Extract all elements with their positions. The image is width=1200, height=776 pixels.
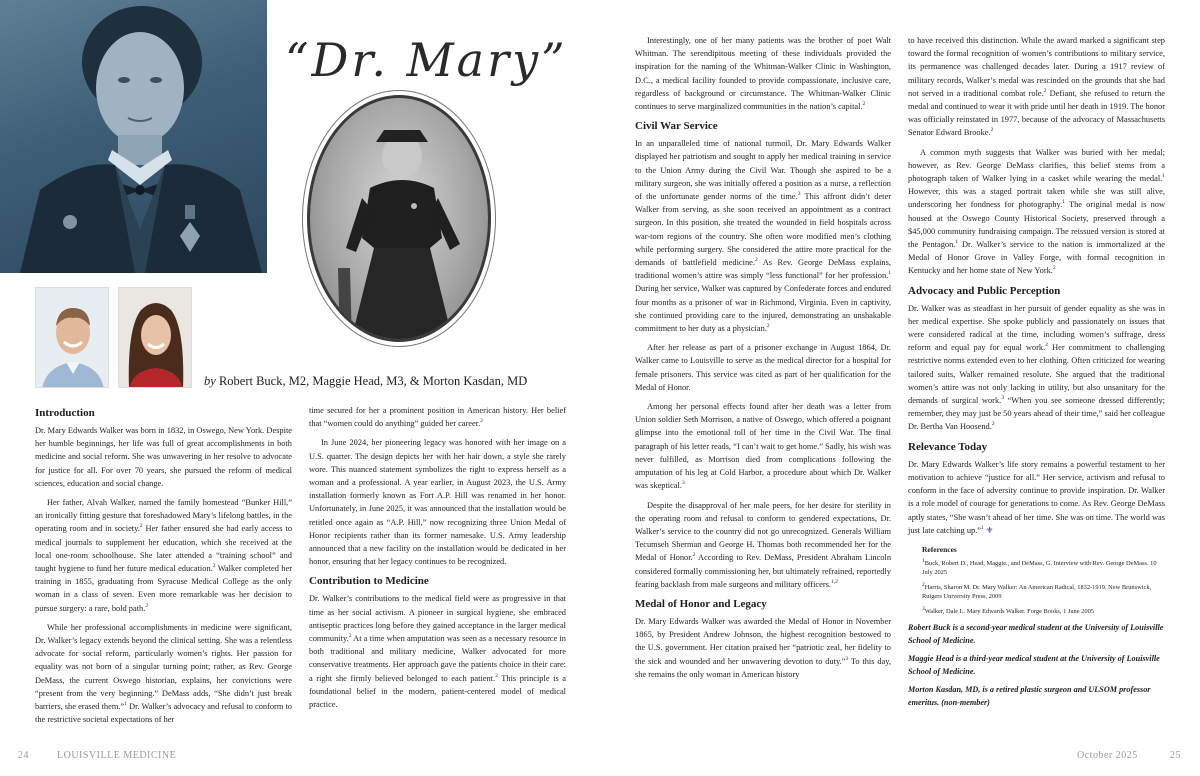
references-heading: References [922,544,957,554]
col2-paragraph-2: In June 2024, her pioneering legacy was honored with her image on a U.S. quarter. The design depicts her with her hair down, a style she rarely wore. This nuanced statement symbolizes the right to express herself as a woman and a professional. A year earlier, in August 2023, the U.S. Army installation formerly known as Fort A.P. Hill was renamed in her honor. Unfortunately, in June 2025, it was announced that the installation would be retitled once again as “A.P. Hill,” now recognizing three Union Medal of Honor recipients rather than its former namesake. U.S. Army leadership announced that a new facility on the installation would be dedicated in her honor, ensuring that her legacy continues to be recognized. [309,438,566,567]
relevance-paragraph: Dr. Mary Edwards Walker’s life story remains a powerful testament to her motivation to achieve “justice for all.” Her service, activism and refusal to conform in the face of adversity continue to provide inspiration. Dr. Walker is a role model of courage for generations to come. As Rev. George DeMass aptly states, “She wasn’t ahead of her time. She was on time. The world was just late catching up.”$^1$ ⚜ [908,459,1165,535]
intro-paragraph-2: Her father, Alvah Walker, named the family homestead “Bunker Hill,” an ironically fitting gesture that foreshadowed Mary’s lifelong battles, in the operating room and in society.$^2$ Her father ensured she had early access to medical journals to supplement her education, which she received at the local one-room schoolhouse. She later attended a “training school” and taught hygiene to fund her future medical education.$^2$ Walker completed her training in 1855, graduating from Syracuse Medical College as the only woman in a class of seven. Even more remarkable was her decision to pursue surgery: a rare, bold path.$^2$ [35,498,293,613]
footer-issue-date: October 2025 [1077,750,1138,761]
heading-relevance-today: Relevance Today [908,440,988,453]
reference-3: $^3$Walker, Dale L. Mary Edwards Walker. Forge Books, 1 June 2005 [922,605,1094,616]
reference-1: $^1$Buck, Robert D., Head, Maggie., and DeMass, G. Interview with Rev. George DeMass. 10 July 2025 [922,557,1157,577]
author-headshot-robert-buck [35,287,109,388]
civil-war-paragraph-2: After her release as part of a prisoner exchange in August 1864, Dr. Walker came to Louisville to serve as the medical director for a hospital for female prisoners. This service was cited as part of her qualification for the Medal of Honor. [635,343,891,392]
portrait-illustration [0,0,267,273]
civil-war-paragraph-3: Among her personal effects found after her death was a letter from Union soldier Seth Morrison, a native of Oswego, which offered a poignant glimpse into the emotional toll of her time in the Civil War. The final paragraph of his letter reads, “I can’t wait to get home.” Sadly, his wish was never fulfilled, as Morrison died from complications following the amputation of his leg at Cold Harbor, a procedure about which Dr. Walker was skeptical.$^3$ [635,402,891,491]
column-4 [908,34,1165,715]
author-bio-morton-kasdan: Morton Kasdan, MD, is a retired plastic surgeon and ULSOM professor emeritus. (non-member) [908,685,1151,707]
col4-paragraph-2: A common myth suggests that Walker was buried with her medal; however, as Rev. George DeMass clarifies, this belief stems from a photograph taken of Walker lying in a casket while wearing the medal.$^1$ However, this was a staged portrait taken while she was still alive, underscoring her fondness for photography.$^1$ The original medal is now housed at the Oswego County Historical Society, preserved through a $45,000 community fundraising campaign. The reissued version is stored at the Pentagon.$^1$ Dr. Walker’s service to the nation is immortalized at the Medal of Honor Grove in Valley Forge, with formal recognition in Kentucky and her home state of New York.$^2$ [908,147,1166,276]
reference-2: $^2$Harris, Sharon M. Dr. Mary Walker: An American Radical, 1832-1919. New Brunswick, Rutgers University Press, 2009 [922,581,1152,601]
column-2 [309,404,566,717]
col2-paragraph-1: time secured for her a prominent position in American history. Her belief that “women could do anything” guided her career.$^2$ [309,406,566,429]
footer-left-page-number: 24 [18,750,29,761]
heading-advocacy: Advocacy and Public Perception [908,284,1061,297]
fleur-de-lis-icon: ⚜ [985,525,994,535]
column-1 [35,404,292,732]
heading-introduction: Introduction [35,407,95,419]
column-3 [635,34,891,687]
intro-paragraph-1: Dr. Mary Edwards Walker was born in 1832, in Oswego, New York. Despite her humble beginnings, her life was full of great accomplishments in both medicine and social reform. She was unwavering in her resolve to advocate for justice for all. For over 70 years, she pursued the reform of medical sciences, education and social change. [35,426,292,488]
civil-war-paragraph-4: Despite the disapproval of her male peers, for her desire for sterility in the operating room and refusal to conform to gendered expectations, Dr. Walker’s service to the country did not go unrecognized. Generals William Tecumseh Sherman and George H. Thomas both recommended her for the Medal of Honor.$^2$ According to Rev. DeMass, President Abraham Lincoln considered formally commissioning her, but ultimately refrained, reportedly fearing backlash from male surgeons and military officers.$^{1,2}$ [635,500,892,589]
byline [204,373,527,389]
portrait-photo-dr-mary-walker [0,0,267,273]
oval-photo-civil-war-portrait [307,95,491,342]
advocacy-paragraph: Dr. Walker was as steadfast in her pursuit of gender equality as she was in her medical expertise. She spoke publicly and passionately on issues that were considered radical at the time, including women’s suffrage, dress reform and equal pay for equal work.$^2$ Her commitment to challenging restrictive norms extended even to her clothing. Often criticized for wearing tailored suits, Walker remained resolute. She argued that the traditional women’s attire was not only lacking in utility, but also unsanitary for the demands of surgical work.$^3$ “When you see someone dressed differently; remember, they may just be 50 years ahead of their time,” said her colleague Dr. Bertha Van Hoosend.$^2$ [908,303,1165,432]
medal-paragraph: Dr. Mary Edwards Walker was awarded the Medal of Honor in November 1865, by President Andrew Johnson, the highest recognition bestowed to the U.S. government. Her citation praised her “patriotic zeal, her fidelity to the sick and wounded and her unwavering devotion to duty.”$^3$ To this day, she remains the only woman in American history [635,616,891,679]
article-title: “Dr. Mary” [285,33,568,87]
author-headshot-maggie-head [118,287,192,388]
heading-civil-war: Civil War Service [635,120,718,133]
footer-publication: LOUISVILLE MEDICINE [57,750,177,761]
col4-paragraph-1: to have received this distinction. While the award marked a significant step toward the formal recognition of women’s contributions to military service, its permanence was challenged decades later. During a 1917 review of military records, Walker’s medal was rescinded on the grounds that she had not served in a traditional combat role.$^2$ Defiant, she refused to return the medal and continued to wear it with pride until her death in 1919. The honor was officially reinstated in 1977, because of the advocacy of Massachusetts Senator Edward Brooke.$^2$ [908,36,1165,138]
civil-war-paragraph-1: In an unparalleled time of national turmoil, Dr. Mary Edwards Walker displayed her patriotism and sought to apply her medical training in service to the Union Army during the Civil War. Though she aspired to be a military surgeon, she was initially offered a position as a nurse, a reflection of the unfortunate gender norms of the time.$^3$ This affront didn’t deter Walker from serving, as she soon received an appointment as a contract surgeon. In this position, she treated the wounded in field hospitals across war-torn regions of the country. She often wore modified men’s clothing while performing surgery. She considered the attire more practical for the demands of battlefield medicine.$^2$ As Rev. George DeMass explains, traditional women’s attire was simply “less functional” for her profession.$^1$ During her service, Walker was captured by Confederate forces and endured four months as a prisoner of war in Richmond, Virginia. Even in captivity, she continued providing care to the injured, demonstrating an unshakable commitment to her duty as a physician.$^2$ [635,139,891,334]
intro-paragraph-3: While her professional accomplishments in medicine were significant, Dr. Walker’s legacy extends beyond the clinical setting. She was a relentless advocate for social reform, particularly women’s rights. Her passion for equality was not born of a singular turning point; rather, as Rev. George DeMass, the current Oswego historian, explains, her convictions were “present from the very beginning.” DeMass adds, “She didn’t just break barriers, she erased them.”$^1$ Dr. Walker’s advocacy and refusal to conform to the restrictive societal expectations of her [35,622,292,725]
author-bio-maggie-head: Maggie Head is a third-year medical student at the University of Louisville School of Medicine. [908,654,1160,676]
contribution-paragraph: Dr. Walker’s contributions to the medical field were as progressive in that time as her social activism. A pioneer in surgical hygiene, she embraced antiseptic practices long before they gained acceptance in the larger medical community.$^2$ At a time when amputation was seen as a necessary resource in both traditional and military medicine, Walker advocated for more conservative treatments. Her approach gave the patients choice in their care: a right she firmly believed belonged to each patient.$^2$ This principle is a foundational belief in the modern, patient-centered model of medical practice. [309,594,567,710]
author-bio-robert-buck: Robert Buck is a second-year medical student at the University of Louisville School of Medicine. [908,623,1164,645]
byline-prefix: by [204,374,216,388]
byline-authors: Robert Buck, M2, Maggie Head, M3, & Morton Kasdan, MD [218,374,528,388]
footer-right-page-number: 25 [1170,750,1181,761]
heading-contribution: Contribution to Medicine [309,575,429,588]
col3-paragraph-1: Interestingly, one of her many patients was the brother of poet Walt Whitman. The serendipitous meeting of these individuals provided the inspiration for the naming of the Whitman-Walker Clinic in Washington, D.C., a medical facility founded to provide compassionate, inclusive care, regardless of background or circumstance. The Whitman-Walker Clinic continues to serve marginalized communities in the nation’s capital.$^2$ [635,36,891,112]
heading-medal-of-honor: Medal of Honor and Legacy [635,597,767,610]
